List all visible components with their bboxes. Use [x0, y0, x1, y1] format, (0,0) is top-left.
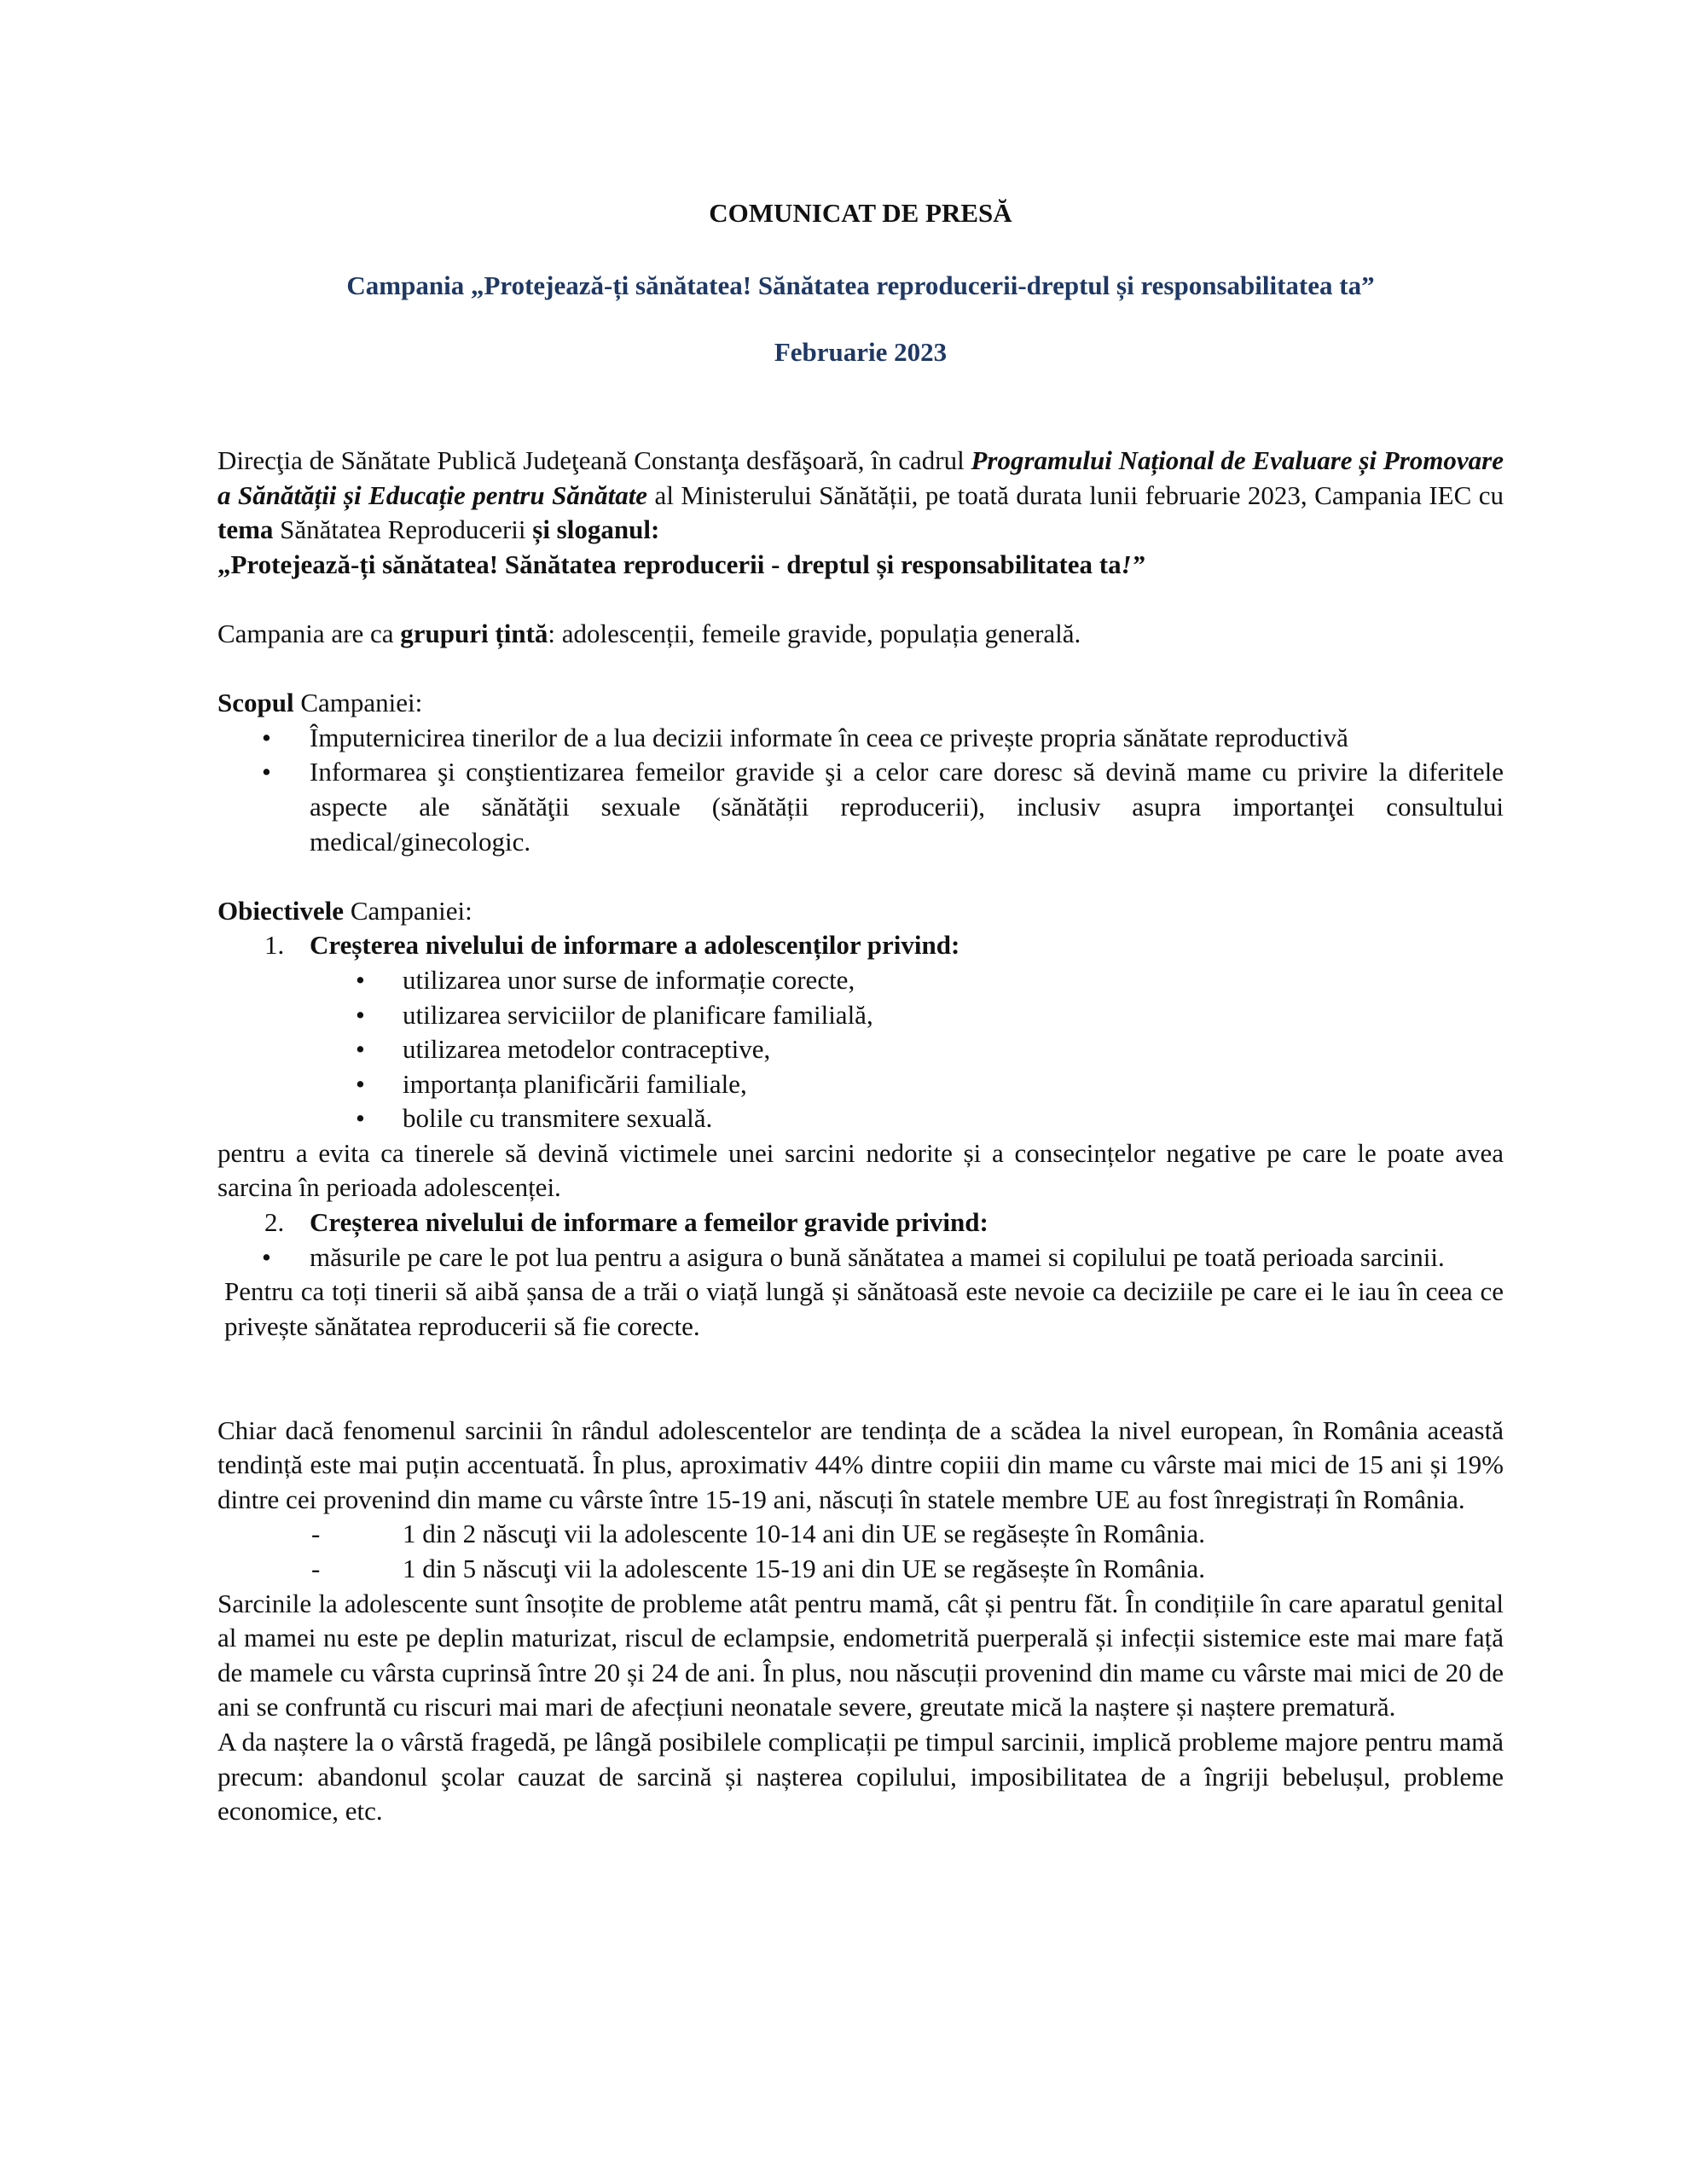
bullet-icon: • [356, 1034, 365, 1065]
list-item-text: utilizarea unor surse de informație corecte, [403, 964, 855, 995]
list-item-text: Împuternicirea tinerilor de a lua decizii informate în ceea ce privește propria sănătate reproductivă [310, 722, 1348, 752]
list-item [217, 1552, 1504, 1587]
list-item-text: 1 din 5 născuţi vii la adolescente 15-19 ani din UE se regăsește în România. [403, 1554, 1205, 1583]
bullet-icon: • [356, 999, 365, 1030]
list-item [217, 998, 1504, 1033]
intro-text: Sănătatea Reproducerii [273, 514, 533, 545]
objective-1-after: pentru a evita ca tinerele să devină victimele unei sarcini nedorite și a consecințelor negative pe care le poate avea sarcina în perioada adolescenței. [217, 1137, 1504, 1203]
document-body [217, 444, 1504, 1829]
intro-text: al Ministerului Sănătății, pe toată durata lunii februarie 2023, Campania IEC cu [647, 479, 1504, 510]
scope-heading [217, 686, 1504, 721]
intro-bold: și sloganul: [532, 514, 660, 545]
intro-paragraph [217, 444, 1504, 548]
dash-icon: - [311, 1554, 321, 1583]
list-item-text: măsurile pe care le pot lua pentru a asigura o bună sănătatea a mamei si copilului pe toată perioada sarcinii. [310, 1241, 1445, 1272]
target-bold: grupuri țintă [400, 618, 548, 648]
program-name: Programului Național de Evaluare și Promovare a Sănătății și Educație pentru Sănătate [217, 445, 1504, 510]
stats-list [217, 1517, 1504, 1586]
objectives-label: Obiectivele [217, 895, 345, 926]
intro-bold: tema [217, 514, 274, 545]
objective-item [217, 928, 1504, 963]
list-item-text: utilizarea serviciilor de planificare familială, [403, 999, 873, 1030]
target-text: Campania are ca [217, 618, 401, 648]
slogan-line [217, 548, 1504, 583]
list-item-text: Informarea şi conştientizarea femeilor gravide şi a celor care doresc să devină mame cu privire la diferitele aspecte ale sănătăţii sexuale (sănătății reproducerii), inclusiv asupra importanţei consultului medical/ginecologic. [310, 757, 1504, 857]
bullet-icon: • [262, 722, 271, 752]
objective-1-list [217, 963, 1504, 1136]
bullet-icon: • [356, 1068, 365, 1099]
list-item-text: 1 din 2 născuţi vii la adolescente 10-14 ani din UE se regăsește în România. [403, 1519, 1205, 1549]
list-item-text: utilizarea metodelor contraceptive, [403, 1034, 771, 1065]
objective-number: 1. [264, 930, 285, 961]
bullet-icon: • [356, 1103, 365, 1134]
target-text: : adolescenții, femeile gravide, populația generală. [548, 618, 1081, 648]
objective-title: Creșterea nivelului de informare a adolescenților privind: [310, 930, 960, 961]
scope-label-rest: Campaniei: [293, 688, 423, 718]
list-item [217, 755, 1504, 859]
list-item-text: importanța planificării familiale, [403, 1068, 747, 1099]
slogan-end: !” [1121, 549, 1145, 579]
bullet-icon: • [262, 757, 271, 787]
scope-list [217, 721, 1504, 859]
document-title: COMUNICAT DE PRESĂ [709, 198, 1012, 228]
objectives-label-rest: Campaniei: [344, 895, 472, 926]
objective-number: 2. [264, 1207, 285, 1238]
intro-text: Direcţia de Sănătate Publică Judeţeană Constanţa desfăşoară, în cadrul [217, 445, 971, 475]
stats-paragraph: Chiar dacă fenomenul sarcinii în rândul adolescentelor are tendința de a scădea la nivel european, în România această tendință este mai puțin accentuată. În plus, aproximativ 44% dintre copiii din mame cu vârste mai mici de 15 ani și 19% dintre cei provenind din mame cu vârste între 15-19 ani, născuți în statele membre UE au fost înregistrați în România. [217, 1414, 1504, 1514]
campaign-subtitle: Campania „Protejează-ți sănătatea! Sănătatea reproducerii-dreptul și responsabilitatea ta” [346, 270, 1375, 300]
risks-paragraph: Sarcinile la adolescente sunt însoțite de probleme atât pentru mamă, cât și pentru făt. În condițiile în care aparatul genital al mamei nu este pe deplin maturizat, riscul de eclampsie, endometrită puerperală și infecții sistemice este mai mare față de mamele cu vârsta cuprinsă între 20 și 24 de ani. În plus, nou născuții provenind din mame cu vârste mai mici de 20 de ani se confruntă cu riscuri mai mari de afecțiuni neonatale severe, greutate mică la naștere și naștere prematură. [217, 1588, 1504, 1722]
objective-1 [217, 928, 1504, 963]
release-date: Februarie 2023 [774, 337, 948, 367]
scope-label: Scopul [217, 688, 294, 718]
objective-title: Creșterea nivelului de informare a femeilor gravide privind: [310, 1207, 988, 1238]
bullet-icon: • [356, 964, 365, 995]
consequences-paragraph: A da naștere la o vârstă fragedă, pe lângă posibilele complicații pe timpul sarcinii, implică probleme majore pentru mamă precum: abandonul şcolar cauzat de sarcină și nașterea copilului, imposibilitatea de a îngriji bebelușul, probleme economice, etc. [217, 1726, 1504, 1827]
list-item-text: bolile cu transmitere sexuală. [403, 1103, 713, 1134]
objectives-heading [217, 894, 1504, 929]
objective-item [217, 1205, 1504, 1240]
dash-icon: - [311, 1519, 321, 1549]
target-groups [217, 617, 1504, 652]
objective-2-list [217, 1240, 1504, 1275]
closing-paragraph: Pentru ca toți tinerii să aibă șansa de a trăi o viață lungă și sănătoasă este nevoie ca deciziile pe care ei le iau în ceea ce privește sănătatea reproducerii să fie corecte. [224, 1276, 1504, 1341]
bullet-icon: • [262, 1241, 271, 1272]
list-item [217, 1240, 1504, 1275]
list-item [217, 963, 1504, 998]
list-item [217, 1032, 1504, 1067]
list-item [217, 1067, 1504, 1102]
list-item [217, 1101, 1504, 1136]
list-item [217, 1517, 1504, 1552]
objective-2 [217, 1205, 1504, 1240]
slogan: „Protejează-ți sănătatea! Sănătatea reproducerii - dreptul și responsabilitatea ta [217, 549, 1122, 579]
list-item [217, 721, 1504, 756]
